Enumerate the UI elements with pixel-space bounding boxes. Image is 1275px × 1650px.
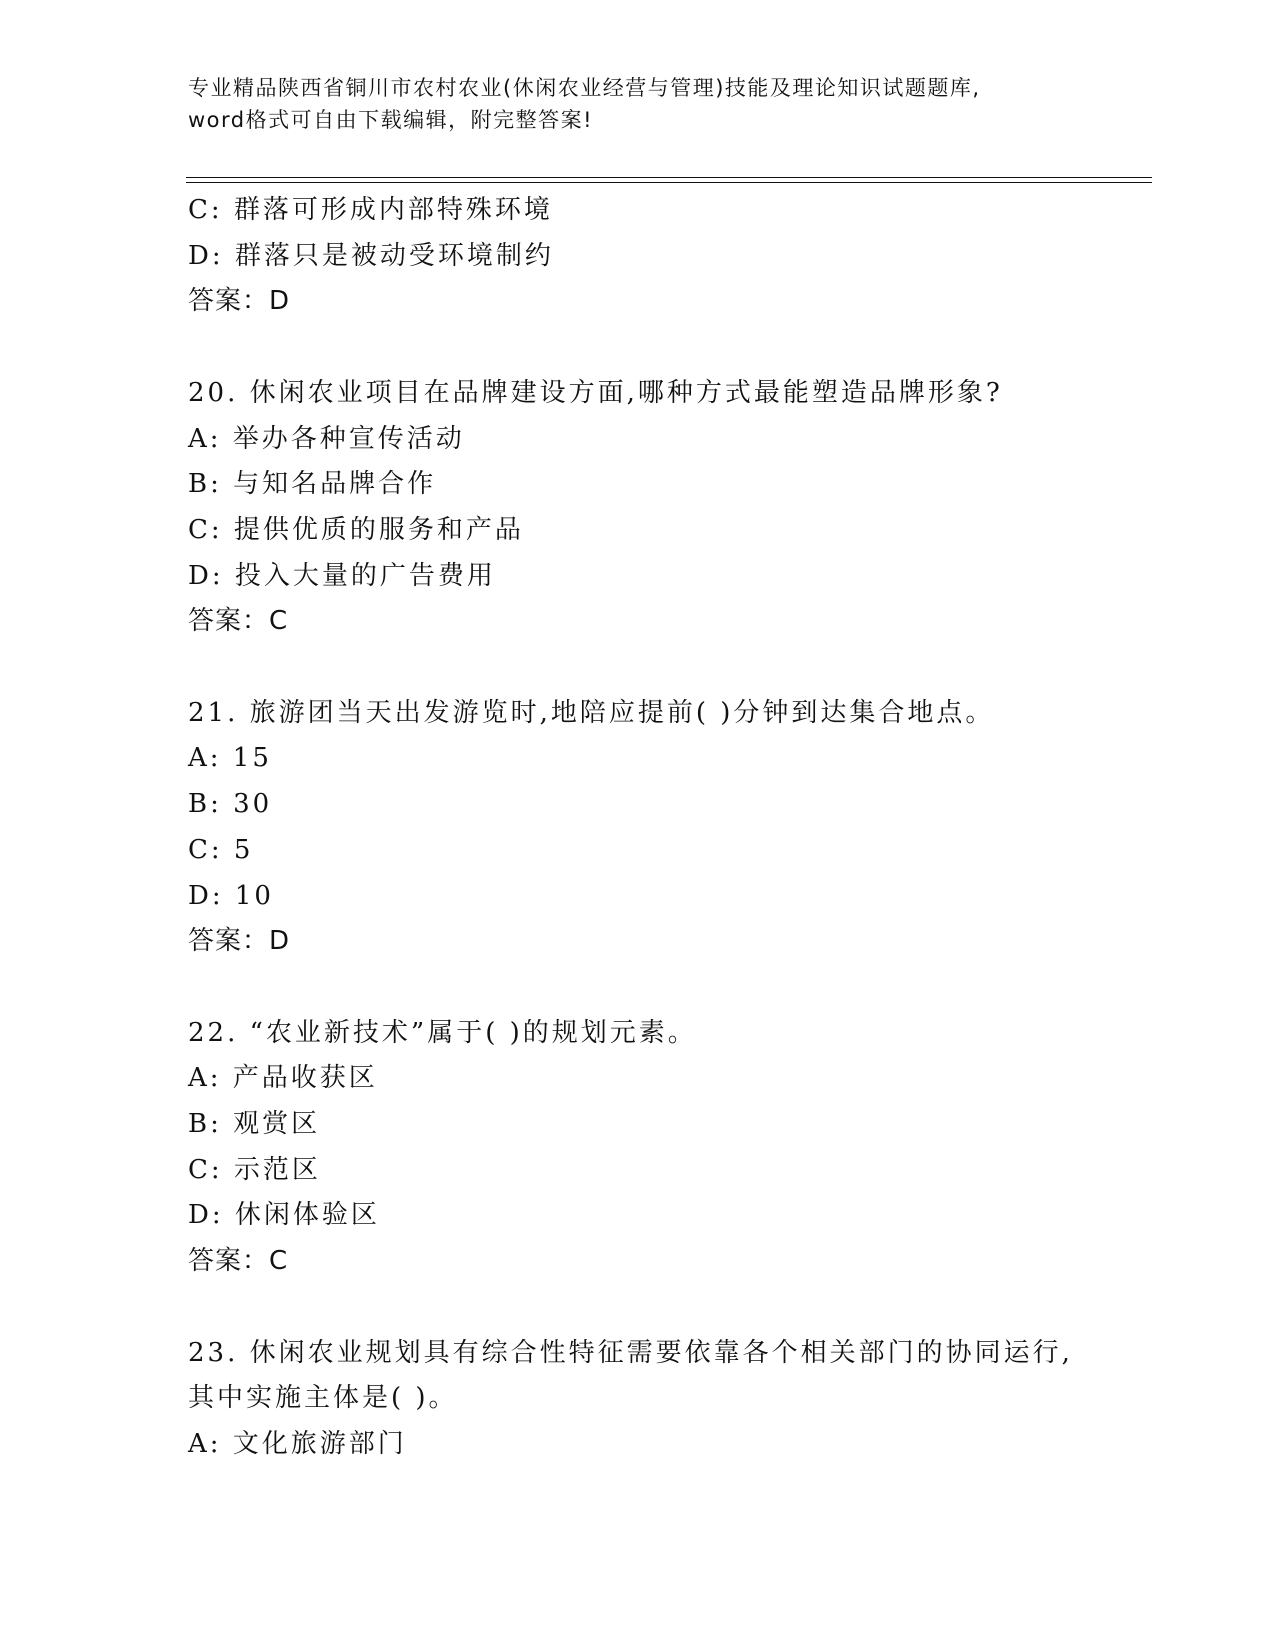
option-c: C: 示范区 [188, 1154, 321, 1185]
option-b: B: 与知名品牌合作 [188, 469, 437, 500]
option-c: C: 提供优质的服务和产品 [188, 514, 524, 545]
option-d: D: 投入大量的广告费用 [188, 560, 496, 591]
answer-line: 答案：D [188, 926, 291, 957]
header-title-line-2: word格式可自由下载编辑，附完整答案! [188, 108, 594, 132]
spacer [188, 645, 1148, 691]
question-19-tail [188, 188, 1148, 325]
option-d: D: 休闲体验区 [188, 1200, 380, 1231]
option-a: A: 举办各种宣传活动 [188, 423, 465, 454]
header-divider-bottom [186, 182, 1152, 183]
document-body [188, 188, 1148, 1468]
option-a: A: 产品收获区 [188, 1063, 378, 1094]
page-header [188, 72, 1088, 136]
spacer [188, 965, 1148, 1011]
spacer [188, 325, 1148, 371]
header-title-line-1: 专业精品陕西省铜川市农村农业(休闲农业经营与管理)技能及理论知识试题题库, [188, 76, 981, 100]
question-23 [188, 1331, 1148, 1468]
option-d: D: 群落只是被动受环境制约 [188, 240, 554, 271]
option-c: C: 群落可形成内部特殊环境 [188, 195, 553, 225]
question-stem: 21. 旅游团当天出发游览时,地陪应提前( )分钟到达集合地点。 [188, 697, 995, 728]
answer-line: 答案：C [188, 606, 289, 637]
option-b: B: 观赏区 [188, 1109, 321, 1140]
header-divider-top [186, 177, 1152, 178]
question-20 [188, 371, 1148, 645]
option-a: A: 15 [188, 743, 272, 774]
option-a: A: 文化旅游部门 [188, 1428, 407, 1459]
option-d: D: 10 [188, 880, 274, 911]
question-stem: 20. 休闲农业项目在品牌建设方面,哪种方式最能塑造品牌形象? [188, 377, 1003, 408]
question-stem-line-1: 23. 休闲农业规划具有综合性特征需要依靠各个相关部门的协同运行, [188, 1337, 1073, 1368]
question-stem-line-2: 其中实施主体是( )。 [188, 1383, 458, 1414]
question-21 [188, 691, 1148, 965]
option-b: B: 30 [188, 789, 273, 820]
question-22 [188, 1011, 1148, 1285]
spacer [188, 1285, 1148, 1331]
answer-line: 答案：D [188, 286, 291, 317]
question-stem: 22. “农业新技术”属于( )的规划元素。 [188, 1017, 697, 1048]
option-c: C: 5 [188, 834, 254, 865]
answer-line: 答案：C [188, 1246, 289, 1277]
